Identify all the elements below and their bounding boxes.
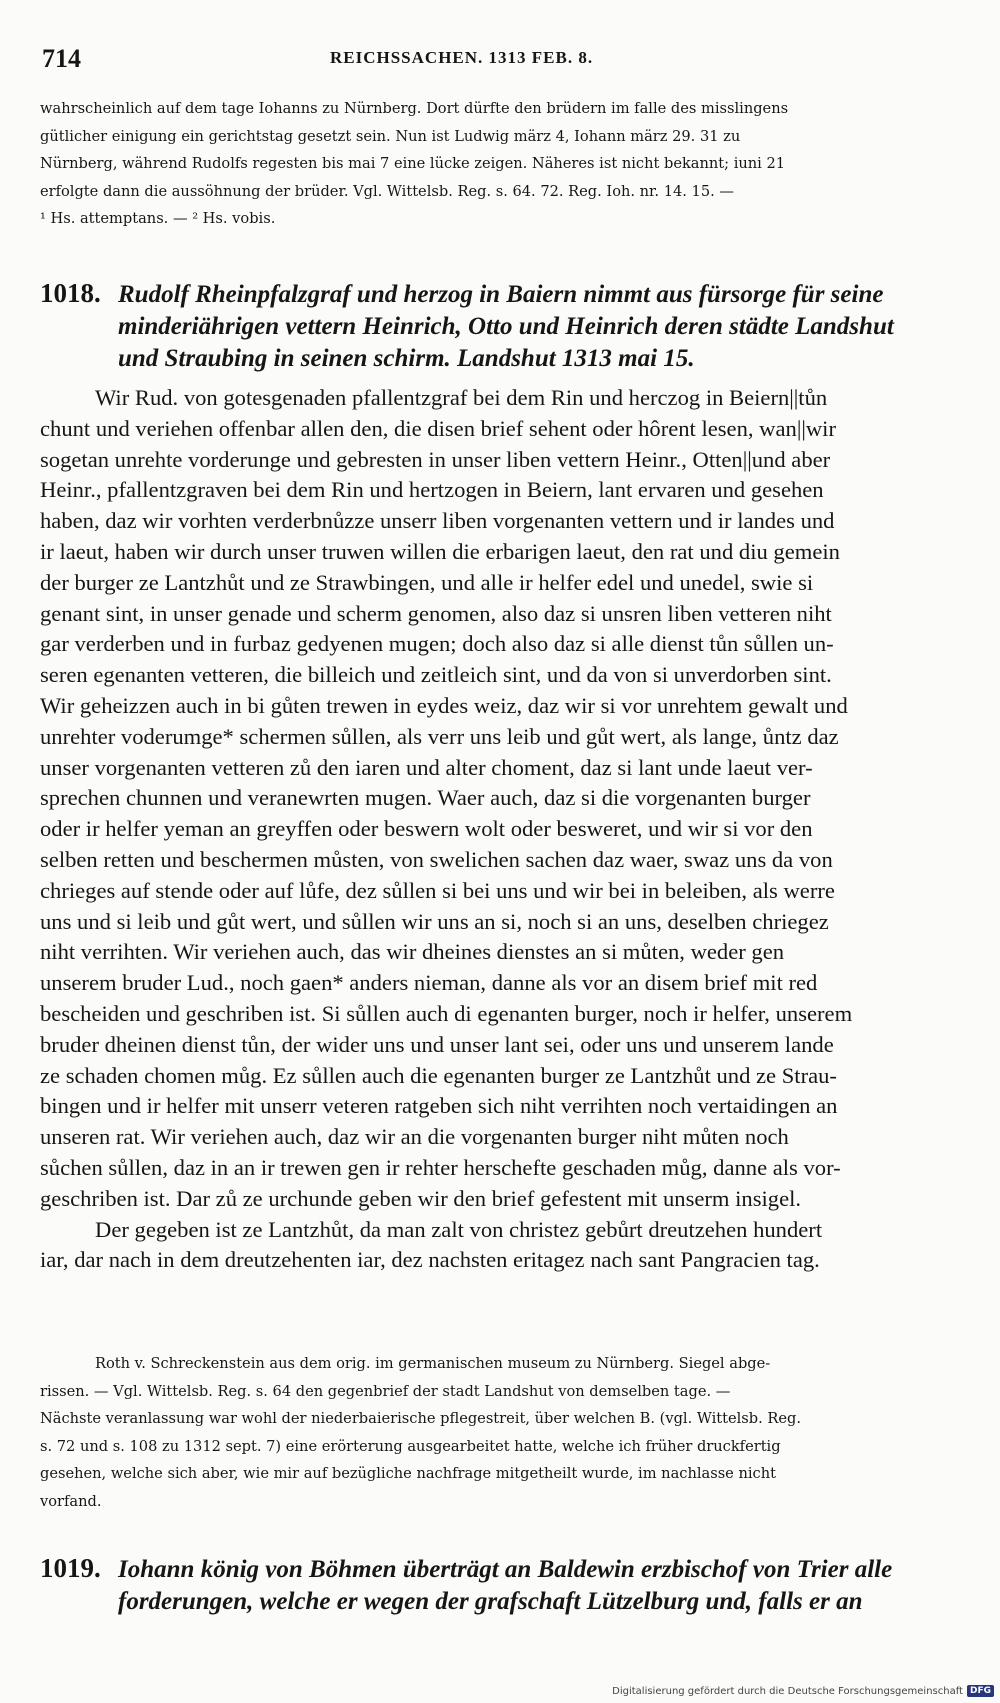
- text-line: unseren rat. Wir veriehen auch, daz wir an die vorgenanten burger niht můten noch: [40, 1124, 789, 1150]
- source-line: Nächste veranlassung war wohl der niederbaierische pflegestreit, über welchen B. (vgl. Wittelsb. Reg.: [40, 1410, 802, 1427]
- digitization-credit: [612, 1685, 994, 1697]
- text-line: ze schaden chomen můg. Ez sůllen auch die egenanten burger ze Lantzhůt und ze Strau-: [40, 1062, 837, 1088]
- page-header: [40, 44, 920, 76]
- heading-line: forderungen, welche er wegen der grafschaft Lützelburg und, falls er an: [118, 1588, 863, 1615]
- text-line: genant sint, in unser genade und scherm genomen, also daz si unsren liben vetteren niht: [40, 600, 832, 626]
- entry-1018-heading: [40, 277, 960, 375]
- text-line: selben retten und beschermen můsten, von swelichen sachen daz waer, swaz uns da von: [40, 846, 833, 872]
- text-line: oder ir helfer yeman an greyffen oder beswern wolt oder besweret, und wir si vor den: [40, 816, 813, 842]
- footnote-line: erfolgte dann die aussöhnung der brüder. Vgl. Wittelsb. Reg. s. 64. 72. Reg. Ioh. nr. 14. 15. —: [40, 182, 734, 200]
- footnote-line: ¹ Hs. attemptans. — ² Hs. vobis.: [40, 210, 276, 227]
- text-line: haben, daz wir vorhten verderbnůzze unserr liben vorgenanten vettern und ir landes und: [40, 508, 835, 534]
- heading-line: und Straubing in seinen schirm. Landshut 1313 mai 15.: [118, 345, 695, 372]
- text-line: bruder dheinen dienst tůn, der wider uns und unser lant sei, oder uns und unserem lande: [40, 1031, 834, 1057]
- source-line: gesehen, welche sich aber, wie mir auf bezügliche nachfrage mitgetheilt wurde, im nachlasse nicht: [40, 1465, 776, 1482]
- heading-line: Rudolf Rheinpfalzgraf und herzog in Baiern nimmt aus fürsorge für seine: [118, 281, 884, 308]
- text-line: unserem bruder Lud., noch gaen* anders nieman, danne als vor an disem brief mit red: [40, 970, 818, 996]
- text-line: ir laeut, haben wir durch unser truwen willen die erbarigen laeut, den rat und diu gemein: [40, 538, 840, 564]
- entry-number: 1018.: [40, 278, 101, 308]
- footnote-line: wahrscheinlich auf dem tage Iohanns zu Nürnberg. Dort dürfte den brüdern im falle des misslingens: [40, 100, 789, 117]
- footnote-line: gütlicher einigung ein gerichtstag gesetzt sein. Nun ist Ludwig märz 4, Iohann märz 29. 31 zu: [40, 127, 741, 145]
- text-line: sprechen chunnen und veranewrten mugen. Waer auch, daz si die vorgenanten burger: [40, 785, 811, 811]
- text-line: bingen und ir helfer mit unserr veteren ratgeben sich niht verrihten noch vertaidingen an: [40, 1093, 838, 1119]
- text-line: niht verrihten. Wir veriehen auch, das wir dheines dienstes an si můten, weder gen: [40, 939, 785, 965]
- text-line: Wir geheizzen auch in bi gůten trewen in eydes weiz, daz wir si vor unrehtem gewalt und: [40, 692, 848, 718]
- source-line: Roth v. Schreckenstein aus dem orig. im germanischen museum zu Nürnberg. Siegel abge-: [95, 1355, 771, 1372]
- dfg-logo-icon: DFG: [967, 1685, 994, 1697]
- page-number: 714: [42, 44, 81, 73]
- text-line: sůchen sůllen, daz in an ir trewen gen ir rehter herschefte geschaden můg, danne als vor-: [40, 1154, 841, 1180]
- text-line: unser vorgenanten vetteren zů den iaren und alter choment, daz si lant unde laeut ver-: [40, 754, 813, 780]
- source-note: [40, 1350, 960, 1515]
- source-line: rissen. — Vgl. Wittelsb. Reg. s. 64 den gegenbrief der stadt Landshut von demselben tage. —: [40, 1382, 731, 1400]
- source-line: vorfand.: [40, 1492, 102, 1510]
- text-line: Der gegeben ist ze Lantzhůt, da man zalt von christez gebůrt dreutzehen hundert: [95, 1216, 823, 1242]
- charter-text: [40, 383, 960, 1276]
- text-line: chrieges auf stende oder auf lůfe, dez sůllen si bei uns und wir bei in beleiben, als werre: [40, 877, 835, 903]
- entry-number: 1019.: [40, 1553, 101, 1583]
- heading-line: Iohann könig von Böhmen überträgt an Baldewin erzbischof von Trier alle: [118, 1556, 893, 1583]
- text-line: uns und si leib und gůt wert, und sůllen wir uns an si, noch si an uns, deselben chriegez: [40, 908, 829, 934]
- text-line: geschriben ist. Dar zů ze urchunde geben wir den brief gefestent mit unserm insigel.: [40, 1185, 802, 1211]
- text-line: bescheiden und geschriben ist. Si sůllen auch di egenanten burger, noch ir helfer, unserem: [40, 1000, 853, 1026]
- text-line: Heinr., pfallentzgraven bei dem Rin und hertzogen in Beiern, lant ervaren und gesehen: [40, 477, 824, 503]
- credit-text: Digitalisierung gefördert durch die Deutsche Forschungsgemeinschaft: [612, 1685, 963, 1697]
- text-line: chunt und veriehen offenbar allen den, die disen brief sehent oder hôrent lesen, wan||wir: [40, 415, 836, 441]
- source-line: s. 72 und s. 108 zu 1312 sept. 7) eine erörterung ausgearbeitet hatte, welche ich früher druckfertig: [40, 1437, 781, 1455]
- text-line: gar verderben und in furbaz gedyenen mugen; doch also daz si alle dienst tůn sůllen un-: [40, 631, 834, 657]
- top-footnote: [40, 95, 960, 233]
- entry-1019-heading: [40, 1552, 960, 1618]
- text-line: der burger ze Lantzhůt und ze Strawbingen, und alle ir helfer edel und unedel, swie si: [40, 569, 814, 595]
- running-head: REICHSSACHEN. 1313 FEB. 8.: [330, 48, 594, 67]
- heading-line: minderiährigen vettern Heinrich, Otto und Heinrich deren städte Landshut: [118, 313, 894, 340]
- text-line: Wir Rud. von gotesgenaden pfallentzgraf bei dem Rin und herczog in Beiern||tůn: [95, 385, 828, 410]
- text-line: iar, dar nach in dem dreutzehenten iar, dez nachsten eritagez nach sant Pangracien tag.: [40, 1247, 820, 1273]
- text-line: seren egenanten vetteren, die billeich und zeitleich sint, und da von si unverdorben sint.: [40, 662, 832, 688]
- footnote-line: Nürnberg, während Rudolfs regesten bis mai 7 eine lücke zeigen. Näheres ist nicht bekannt; iuni 21: [40, 155, 786, 172]
- text-line: unrehter voderumge* schermen sůllen, als verr uns leib und gůt wert, als lange, ůntz daz: [40, 723, 839, 749]
- text-line: sogetan unrehte vorderunge und gebresten in unser liben vettern Heinr., Otten||und aber: [40, 446, 831, 472]
